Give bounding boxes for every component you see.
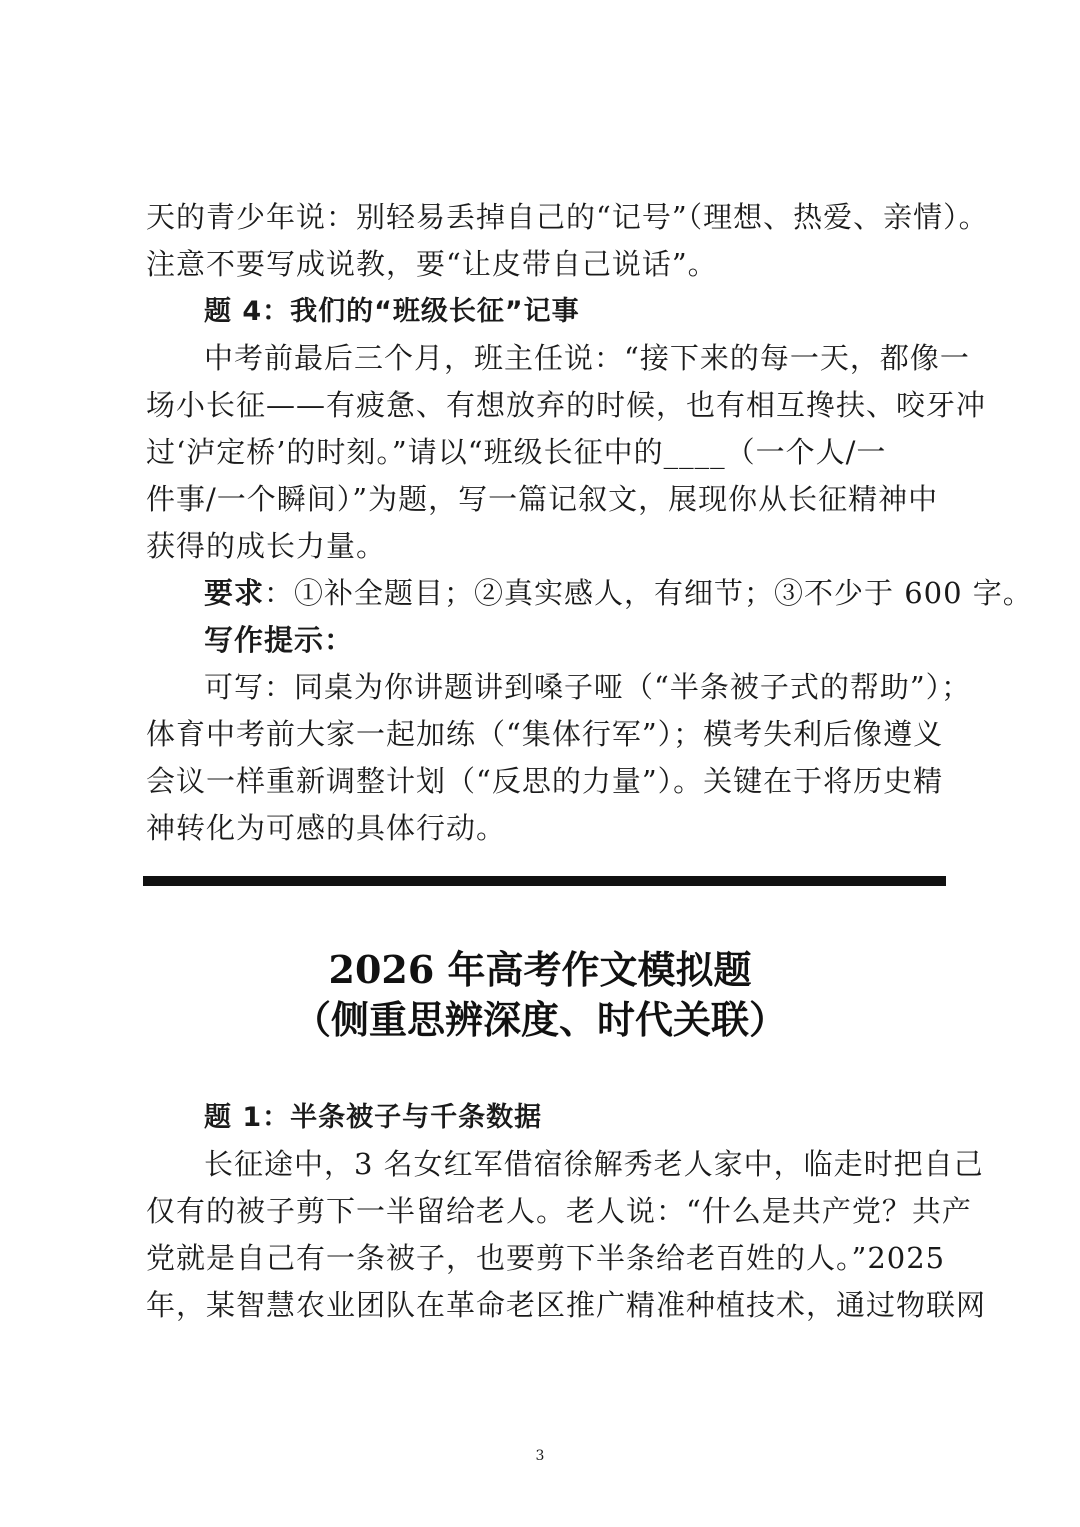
text-line: 年，某智慧农业团队在革命老区推广精准种植技术，通过物联网 — [146, 1288, 987, 1322]
requirements-line — [146, 570, 1033, 617]
text-line: 件事/一个瞬间）”为题，写一篇记叙文，展现你从长征精神中 — [146, 482, 939, 516]
requirements-label: 要求 — [204, 576, 265, 610]
topic1-heading: 题 1：半条被子与千条数据 — [204, 1102, 543, 1133]
text-line: 获得的成长力量。 — [146, 529, 387, 563]
top-paragraph — [146, 194, 989, 288]
text-line: 仅有的被子剪下一半留给老人。老人说：“什么是共产党？共产 — [146, 1194, 972, 1228]
text-line: 会议一样重新调整计划（“反思的力量”）。关键在于将历史精 — [146, 764, 944, 798]
text-line: 可写：同桌为你讲题讲到嗓子哑（“半条被子式的帮助”）； — [204, 670, 972, 704]
topic4-heading: 题 4：我们的“班级长征”记事 — [204, 296, 580, 327]
text-line: 中考前最后三个月，班主任说：“接下来的每一天，都像一 — [204, 341, 970, 375]
topic1-section — [146, 1094, 987, 1329]
page-number: 3 — [535, 1448, 545, 1464]
text-line: 长征途中，3 名女红军借宿徐解秀老人家中，临走时把自己 — [204, 1147, 984, 1181]
main-title-line1: 2026 年高考作文模拟题 — [328, 947, 752, 992]
text-line: 体育中考前大家一起加练（“集体行军”）；模考失利后像遵义 — [146, 717, 944, 751]
requirements-text: ：①补全题目；②真实感人，有细节；③不少于 600 字。 — [264, 576, 1033, 610]
tips-label: 写作提示： — [204, 623, 355, 657]
text-line: 党就是自己有一条被子，也要剪下半条给老百姓的人。”2025 — [146, 1241, 946, 1275]
text-line: 天的青少年说：别轻易丢掉自己的“记号”（理想、热爱、亲情）。 — [146, 200, 989, 234]
text-line: 神转化为可感的具体行动。 — [146, 811, 507, 845]
text-line: 过‘泸定桥’的时刻。”请以“班级长征中的____（一个人/一 — [146, 435, 887, 469]
section-divider — [143, 876, 946, 886]
text-line: 注意不要写成说教，要“让皮带自己说话”。 — [146, 247, 718, 281]
main-title-line2: （侧重思辨深度、时代关联） — [292, 997, 787, 1042]
topic4-section — [146, 288, 1033, 852]
text-line: 场小长征——有疲惫、有想放弃的时候，也有相互搀扶、咬牙冲 — [146, 388, 987, 422]
